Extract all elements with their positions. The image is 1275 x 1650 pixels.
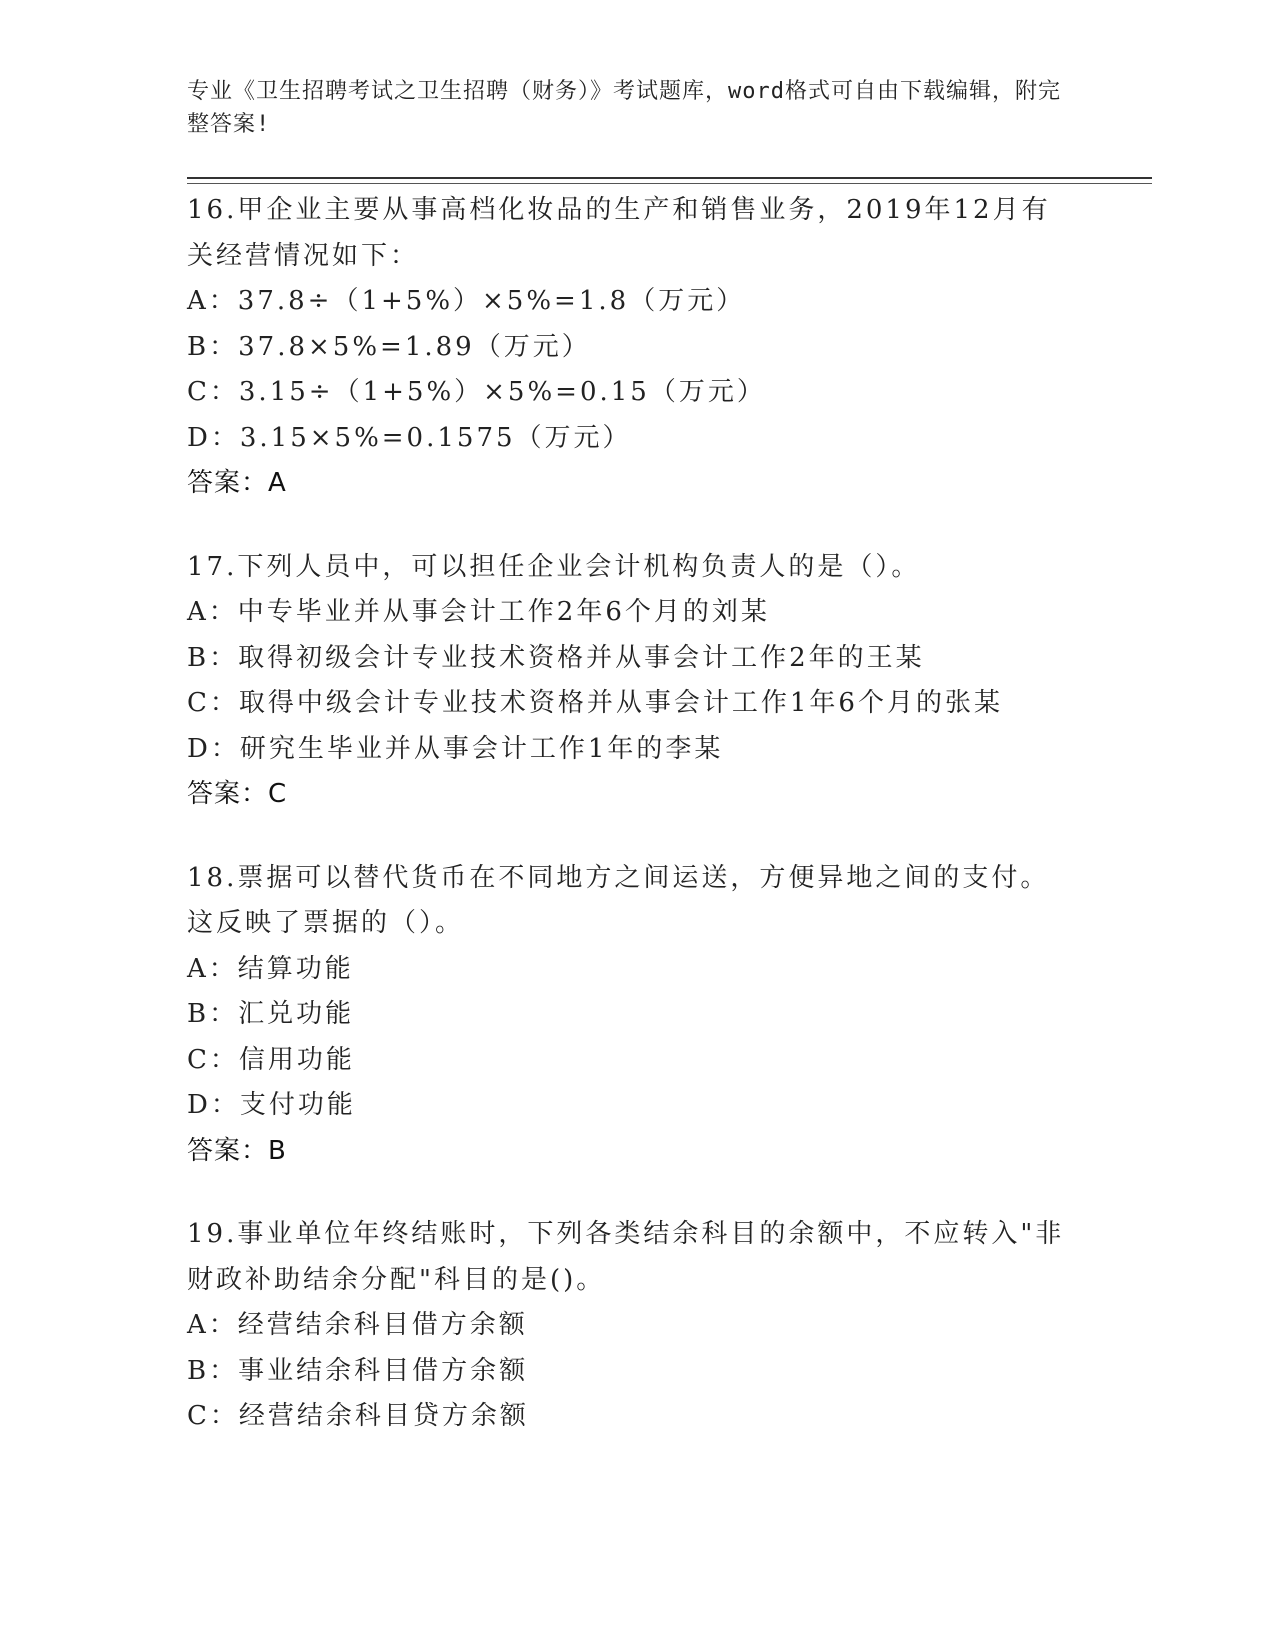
question-16	[187, 188, 1087, 507]
option-a: A：经营结余科目借方余额	[187, 1310, 528, 1340]
header-divider-thick	[187, 177, 1152, 179]
question-stem: 18.票据可以替代货币在不同地方之间运送，方便异地之间的支付。这反映了票据的（）。	[187, 862, 1050, 938]
option-d: D：支付功能	[187, 1090, 356, 1120]
option-a: A：结算功能	[187, 953, 354, 984]
option-b: B：37.8×5%=1.89（万元）	[187, 331, 591, 362]
header-divider-thin	[187, 183, 1152, 184]
option-c: C：取得中级会计专业技术资格并从事会计工作1年6个月的张某	[187, 688, 1003, 718]
option-a: A：37.8÷（1+5%）×5%=1.8（万元）	[187, 286, 746, 316]
option-d: D：3.15×5%=0.1575（万元）	[187, 422, 632, 453]
answer: 答案：C	[187, 779, 288, 809]
answer: 答案：B	[187, 1135, 287, 1166]
option-c: C：经营结余科目贷方余额	[187, 1401, 529, 1431]
answer: 答案：A	[187, 468, 287, 498]
question-stem: 17.下列人员中，可以担任企业会计机构负责人的是（）。	[187, 551, 921, 582]
option-b: B：事业结余科目借方余额	[187, 1355, 529, 1386]
question-stem: 19.事业单位年终结账时，下列各类结余科目的余额中，不应转入"非财政补助结余分配"科目的是()。	[187, 1219, 1065, 1295]
option-c: C：信用功能	[187, 1044, 355, 1075]
option-d: D：研究生毕业并从事会计工作1年的李某	[187, 733, 724, 764]
option-b: B：取得初级会计专业技术资格并从事会计工作2年的王某	[187, 642, 925, 673]
question-18	[187, 856, 1087, 1175]
option-a: A：中专毕业并从事会计工作2年6个月的刘某	[187, 597, 770, 627]
question-stem: 16.甲企业主要从事高档化妆品的生产和销售业务，2019年12月有关经营情况如下：	[187, 195, 1051, 271]
question-17	[187, 545, 1087, 818]
question-list	[187, 188, 1087, 1478]
question-19	[187, 1212, 1087, 1440]
document-header: 专业《卫生招聘考试之卫生招聘（财务）》考试题库，word格式可自由下载编辑，附完整答案!	[187, 79, 1061, 137]
option-c: C：3.15÷（1+5%）×5%=0.15（万元）	[187, 377, 766, 407]
option-b: B：汇兑功能	[187, 999, 355, 1029]
